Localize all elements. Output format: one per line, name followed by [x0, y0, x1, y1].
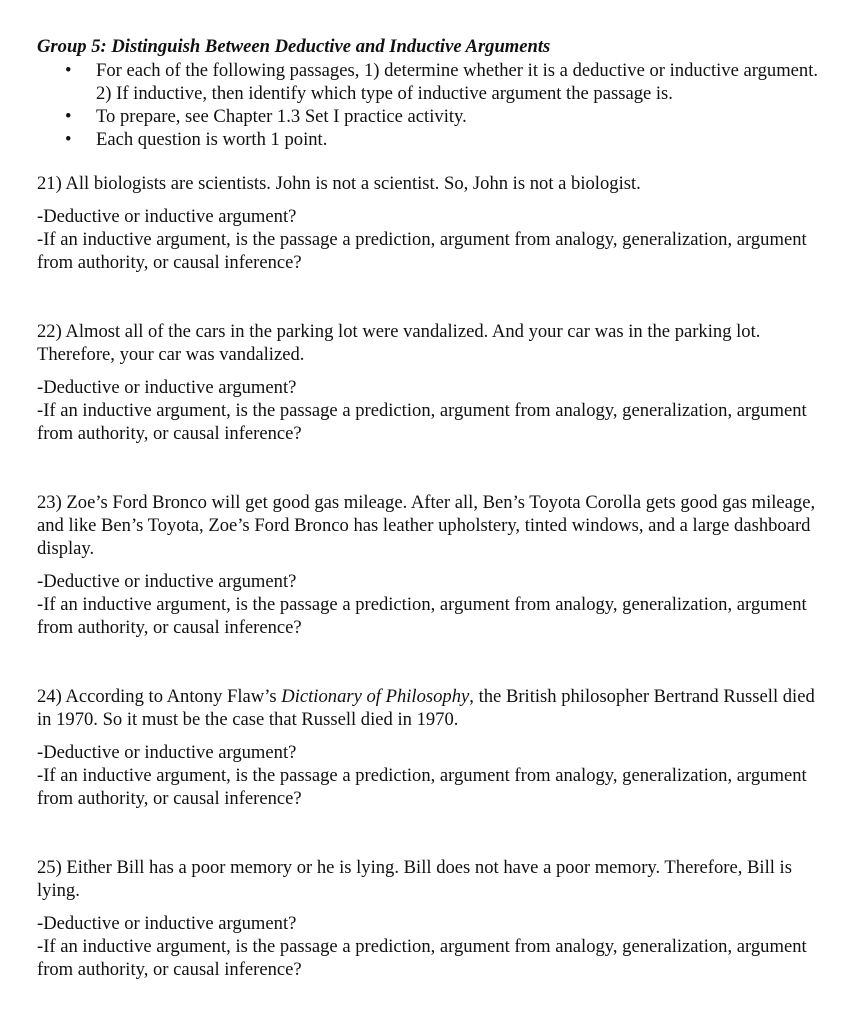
- instruction-text: For each of the following passages, 1) determine whether it is a deductive or inductive argument. 2) If inductive, then identify which type of inductive argument the passage is.: [96, 60, 819, 104]
- question-prompt: [37, 205, 827, 274]
- bullet-icon: •: [65, 106, 72, 127]
- book-title: Dictionary of Philosophy: [281, 686, 470, 707]
- question-text-end: , the British philosopher Bertrand Russell died in 1970. So it must be the case that Russell died in 1970.: [37, 686, 815, 730]
- bullet-icon: •: [65, 60, 72, 81]
- instruction-item: [37, 59, 827, 105]
- section-title: Group 5: Distinguish Between Deductive and Inductive Arguments: [37, 36, 551, 57]
- prompt-inductive-type: -If an inductive argument, is the passage a prediction, argument from analogy, generalization, argument from authority, or causal inference?: [37, 400, 807, 444]
- question-24: [37, 685, 827, 810]
- prompt-deductive-or-inductive: -Deductive or inductive argument?: [37, 206, 297, 227]
- instructions-list: [37, 59, 827, 151]
- prompt-inductive-type: -If an inductive argument, is the passage a prediction, argument from analogy, generalization, argument from authority, or causal inference?: [37, 936, 807, 980]
- prompt-inductive-type: -If an inductive argument, is the passage a prediction, argument from analogy, generalization, argument from authority, or causal inference?: [37, 765, 807, 809]
- question-22: [37, 320, 827, 445]
- question-21: [37, 172, 827, 274]
- question-23: [37, 491, 827, 639]
- question-prompt: [37, 376, 827, 445]
- question-text: 23) Zoe’s Ford Bronco will get good gas mileage. After all, Ben’s Toyota Corolla gets good gas mileage, and like Ben’s Toyota, Zoe’s Ford Bronco has leather upholstery, tinted windows, and a large dashboard display.: [37, 492, 816, 559]
- prompt-deductive-or-inductive: -Deductive or inductive argument?: [37, 377, 297, 398]
- question-text: 22) Almost all of the cars in the parking lot were vandalized. And your car was in the parking lot. Therefore, your car was vandalized.: [37, 321, 761, 365]
- worksheet-page: [37, 35, 827, 981]
- question-prompt: [37, 741, 827, 810]
- question-text: 21) All biologists are scientists. John is not a scientist. So, John is not a biologist.: [37, 173, 641, 194]
- question-text: 25) Either Bill has a poor memory or he is lying. Bill does not have a poor memory. Therefore, Bill is lying.: [37, 857, 792, 901]
- prompt-deductive-or-inductive: -Deductive or inductive argument?: [37, 571, 297, 592]
- instruction-text: To prepare, see Chapter 1.3 Set I practice activity.: [96, 106, 467, 127]
- instruction-item: [37, 128, 827, 151]
- bullet-icon: •: [65, 129, 72, 150]
- prompt-deductive-or-inductive: -Deductive or inductive argument?: [37, 742, 297, 763]
- prompt-deductive-or-inductive: -Deductive or inductive argument?: [37, 913, 297, 934]
- prompt-inductive-type: -If an inductive argument, is the passage a prediction, argument from analogy, generalization, argument from authority, or causal inference?: [37, 229, 807, 273]
- question-25: [37, 856, 827, 981]
- question-text: [37, 685, 827, 731]
- question-text-start: 24) According to Antony Flaw’s: [37, 686, 282, 707]
- instruction-text: Each question is worth 1 point.: [96, 129, 328, 150]
- prompt-inductive-type: -If an inductive argument, is the passage a prediction, argument from analogy, generalization, argument from authority, or causal inference?: [37, 594, 807, 638]
- question-prompt: [37, 570, 827, 639]
- instruction-item: [37, 105, 827, 128]
- question-prompt: [37, 912, 827, 981]
